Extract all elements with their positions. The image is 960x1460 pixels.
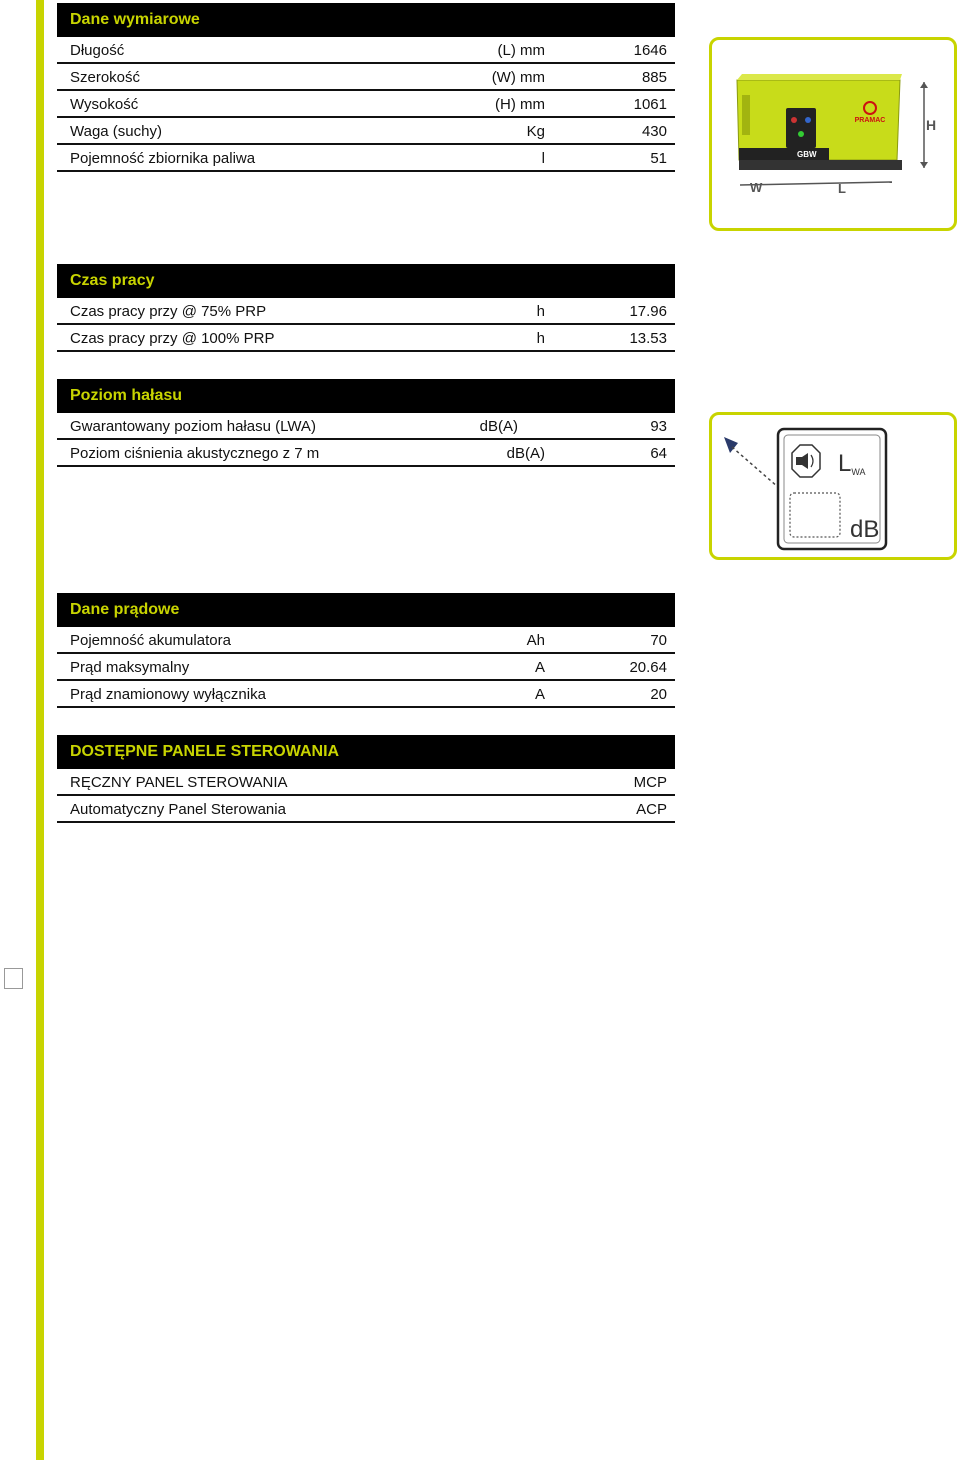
row-value: 70 (650, 632, 667, 649)
row-unit: (W) mm (491, 69, 545, 86)
table-row (57, 654, 675, 681)
row-label: Długość (70, 42, 125, 59)
row-label: Prąd maksymalny (70, 659, 190, 676)
row-value: 17.96 (629, 303, 667, 320)
generator-illustration (712, 40, 954, 228)
generator-image (709, 37, 957, 231)
row-value: 64 (650, 445, 667, 462)
row-unit: h (536, 330, 545, 347)
row-unit: l (541, 150, 545, 167)
row-unit: (H) mm (495, 96, 545, 113)
db-symbol: dB (850, 516, 880, 543)
row-label: Pojemność akumulatora (70, 632, 231, 649)
lwa-letter: L (838, 450, 852, 477)
row-value: 1646 (633, 42, 667, 59)
row-label: Waga (suchy) (70, 123, 162, 140)
row-value: MCP (633, 774, 667, 791)
row-value: 1061 (633, 96, 667, 113)
row-value: 20.64 (629, 659, 667, 676)
section-header: Dane wymiarowe (57, 3, 675, 37)
accent-bar (36, 0, 44, 1460)
section-header: Poziom hałasu (57, 379, 675, 413)
table-row (57, 796, 675, 823)
row-label: RĘCZNY PANEL STEROWANIA (70, 774, 288, 791)
table-row (57, 413, 675, 440)
checkbox[interactable] (4, 968, 23, 989)
table-row (57, 440, 675, 467)
row-label: Wysokość (70, 96, 139, 113)
row-value: 13.53 (629, 330, 667, 347)
table-row (57, 118, 675, 145)
row-unit: A (534, 659, 545, 676)
noise-illustration (712, 415, 954, 557)
row-value: 430 (641, 123, 667, 140)
model-label: GBW (797, 150, 817, 159)
table-row (57, 37, 675, 64)
row-label: Poziom ciśnienia akustycznego z 7 m (70, 445, 320, 462)
table-row (57, 769, 675, 796)
row-value: 20 (650, 686, 667, 703)
dim-letter-w: W (750, 180, 763, 195)
row-unit: Ah (526, 632, 545, 649)
row-value: 885 (641, 69, 667, 86)
row-value: ACP (636, 801, 667, 818)
section-header: Dane prądowe (57, 593, 675, 627)
row-unit: Kg (526, 123, 545, 140)
section-header: Czas pracy (57, 264, 675, 298)
row-value: 51 (650, 150, 667, 167)
table-row (57, 298, 675, 325)
electrical-section (57, 593, 675, 708)
row-unit: dB(A) (506, 445, 545, 462)
row-label: Szerokość (70, 69, 141, 86)
row-value: 93 (650, 418, 667, 435)
panels-section (57, 735, 675, 823)
dim-letter-l: L (838, 181, 846, 196)
row-label: Pojemność zbiornika paliwa (70, 150, 256, 167)
table-row (57, 627, 675, 654)
row-label: Automatyczny Panel Sterowania (70, 801, 286, 818)
brand-label: PRAMAC (854, 117, 886, 124)
dimensions-section (57, 3, 675, 172)
noise-section (57, 379, 675, 467)
table-row (57, 91, 675, 118)
row-unit: A (534, 686, 545, 703)
table-row (57, 64, 675, 91)
row-label: Czas pracy przy @ 100% PRP (70, 330, 275, 347)
row-unit: dB(A) (479, 418, 518, 435)
dim-letter-h: H (926, 117, 937, 133)
noise-image (709, 412, 957, 560)
table-row (57, 325, 675, 352)
table-row (57, 681, 675, 708)
row-unit: (L) mm (497, 42, 545, 59)
table-row (57, 145, 675, 172)
section-header: DOSTĘPNE PANELE STEROWANIA (57, 735, 675, 769)
runtime-section (57, 264, 675, 352)
row-label: Prąd znamionowy wyłącznika (70, 686, 266, 703)
row-unit: h (536, 303, 545, 320)
lwa-subscript: WA (851, 467, 866, 477)
row-label: Gwarantowany poziom hałasu (LWA) (70, 418, 316, 435)
row-label: Czas pracy przy @ 75% PRP (70, 303, 267, 320)
